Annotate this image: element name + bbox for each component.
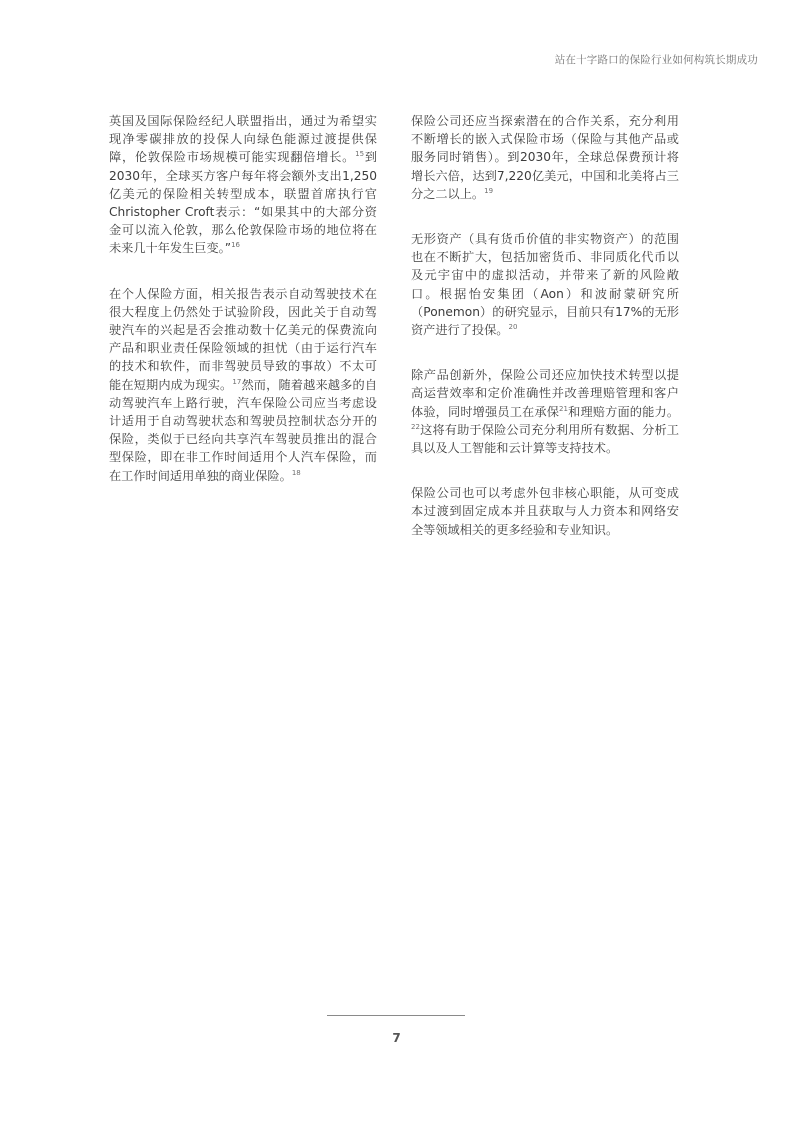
paragraph-text: 英国及国际保险经纪人联盟指出，通过为希望实现净零碳排放的投保人向绿色能源过渡提供保障，伦敦保险市场规模可能实现翻倍增长。: [109, 114, 377, 165]
paragraph: [109, 285, 377, 485]
right-column: [411, 112, 679, 566]
paragraph-text: 在个人保险方面，相关报告表示自动驾驶技术在很大程度上仍然处于试验阶段，因此关于自动驾驶汽车的兴起是否会推动数十亿美元的保费流向产品和职业责任保险领域的担忧（由于运行汽车的技术和软件，而非驾驶员导致的事故）不太可能在短期内成为现实。: [109, 286, 377, 392]
paragraph: [411, 366, 679, 457]
page-number: 7: [392, 1031, 401, 1045]
paragraph-text: 到2030年，全球买方客户每年将会额外支出1,250亿美元的保险相关转型成本，联盟首席执行官Christopher Croft表示：“如果其中的大部分资金可以流入伦敦，那么伦敦保险市场的地位将在未来几十年发生巨变。”: [109, 150, 378, 256]
left-column: [109, 112, 377, 512]
paragraph-text: 除产品创新外，保险公司还应加快技术转型以提高运营效率和定价准确性并改善理赔管理和客户体验，同时增强员工在承保: [411, 368, 679, 419]
footnote-ref: 16: [231, 241, 241, 250]
footnote-ref: 21: [559, 404, 568, 413]
paragraph-text: 保险公司也可以考虑外包非核心职能，从可变成本过渡到固定成本并且获取与人力资本和网络安全等领域相关的更多经验和专业知识。: [411, 486, 679, 537]
footnote-ref: 19: [484, 186, 494, 195]
paragraph: [109, 112, 377, 258]
paragraph-text: 然而，随着越来越多的自动驾驶汽车上路行驶，汽车保险公司应当考虑设计适用于自动驾驶状态和驾驶员控制状态分开的保险，类似于已经向共享汽车驾驶员推出的混合型保险，即在非工作时间适用个人汽车保险，而在工作时间适用单独的商业保险。: [109, 377, 378, 483]
footnote-ref: 22: [411, 422, 420, 431]
running-header: 站在十字路口的保险行业如何构筑长期成功: [554, 54, 758, 66]
footer-divider: [327, 1015, 465, 1016]
paragraph-text: 保险公司还应当探索潜在的合作关系，充分利用不断增长的嵌入式保险市场（保险与其他产品或服务同时销售）。到2030年，全球总保费预计将增长六倍，达到7,220亿美元，中国和北美将占三分之二以上。: [411, 114, 679, 201]
footnote-ref: 20: [508, 322, 518, 331]
paragraph-text: 无形资产（具有货币价值的非实物资产）的范围也在不断扩大，包括加密货币、非同质化代币以及元宇宙中的虚拟活动，并带来了新的风险敞口。根据怡安集团（Aon）和波耐蒙研究所（Ponemon）的研究显示，目前只有17%的无形资产进行了投保。: [411, 232, 679, 338]
footnote-ref: 15: [355, 150, 365, 159]
paragraph-text: 和理赔方面的能力。: [567, 404, 680, 419]
footnote-ref: 17: [232, 377, 242, 386]
paragraph: [411, 484, 679, 539]
footnote-ref: 18: [291, 468, 301, 477]
paragraph: [411, 230, 679, 339]
paragraph-text: 这将有助于保险公司充分利用所有数据、分析工具以及人工智能和云计算等支持技术。: [411, 422, 679, 456]
paragraph: [411, 112, 679, 203]
